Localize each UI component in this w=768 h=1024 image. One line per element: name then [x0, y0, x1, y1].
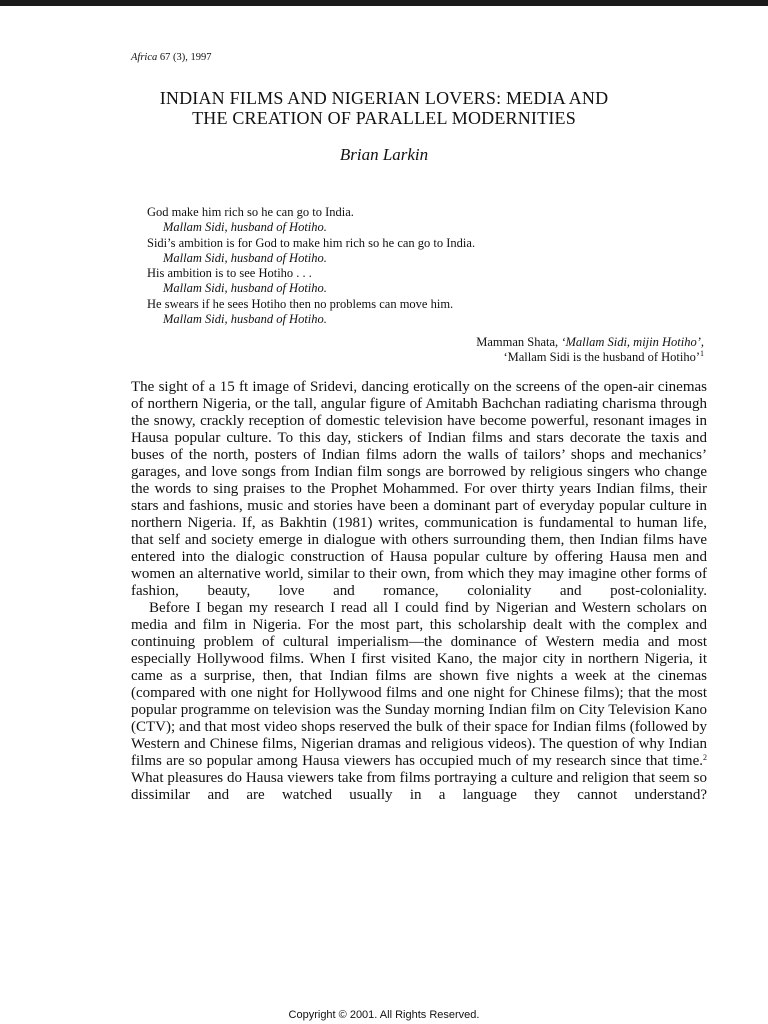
- source-song-title: ‘Mallam Sidi, mijin Hotiho’,: [561, 335, 704, 349]
- epigraph-line: His ambition is to see Hotiho . . .: [147, 266, 312, 281]
- body-paragraph-2: Before I began my research I read all I could find by Nigerian and Western scholars on media and film in Nigeria. For the most part, this scholarship dealt with the complex and continuing problem of cultural imperialism—the dominance of Western media and most especially Hollywood films. When I first visited Kano, the major city in northern Nigeria, it came as a surprise, then, that Indian films are shown five nights a week at the cinemas (compared with one night for Hollywood films and one night for Chinese films); that the most popular programme on television was the Sunday morning Indian film on City Television Kano (CTV); and that most video shops reserved the bulk of their space for Indian films (followed by Western and Chinese films, Nigerian dramas and religious videos). The question of why Indian films are so popular among Hausa viewers has occupied much of my research since that time.: [131, 600, 707, 769]
- body-paragraph-2-continued: What pleasures do Hausa viewers take from films portraying a culture and religion that seem so dissimilar and are watched usually in a language they cannot understand?: [131, 770, 707, 803]
- epigraph-attribution: Mallam Sidi, husband of Hotiho.: [163, 250, 327, 265]
- epigraph-line: Sidi’s ambition is for God to make him rich so he can go to India.: [147, 235, 476, 250]
- title-line: THE CREATION OF PARALLEL MODERNITIES: [192, 108, 576, 128]
- title-line: INDIAN FILMS AND NIGERIAN LOVERS: MEDIA AND: [159, 88, 609, 108]
- copyright-footer: Copyright © 2001. All Rights Reserved.: [288, 1009, 480, 1021]
- footnote-marker-1: 1: [700, 349, 704, 359]
- epigraph-source: [476, 335, 704, 366]
- article-title: [100, 88, 668, 128]
- article-body: [131, 379, 707, 804]
- body-paragraph-1: The sight of a 15 ft image of Sridevi, dancing erotically on the screens of the open-air cinemas of northern Nigeria, or the tall, angular figure of Amitabh Bachchan radiating charisma through the snowy, crackly reception of domestic television have become powerful, resonant images in Hausa popular culture. To this day, stickers of Indian films and stars decorate the taxis and buses of the north, posters of Indian films adorn the walls of tailors’ shops and mechanics’ garages, and love songs from Indian film songs are borrowed by religious singers who change the words to sing praises to the Prophet Mohammed. For over thirty years Indian films, their stars and fashions, music and stories have been a dominant part of everyday popular culture in northern Nigeria. If, as Bakhtin (1981) writes, communication is fundamental to human life, that self and society emerge in dialogue with others surrounding them, then Indian films have entered into the dialogic construction of Hausa popular culture by offering Hausa men and women an alternative world, similar to their own, from which they may imagine other forms of fashion, beauty, love and romance, coloniality and post-coloniality.: [131, 379, 707, 599]
- journal-issue: 67 (3), 1997: [157, 52, 212, 63]
- footnote-marker-2: 2: [703, 753, 707, 762]
- source-line-2: [476, 350, 704, 365]
- epigraph-attribution: Mallam Sidi, husband of Hotiho.: [163, 220, 327, 235]
- source-translation: ‘Mallam Sidi is the husband of Hotiho’: [503, 350, 700, 365]
- author-name: Brian Larkin: [339, 145, 429, 164]
- running-head: [131, 52, 212, 63]
- epigraph-attribution: Mallam Sidi, husband of Hotiho.: [163, 281, 327, 296]
- journal-name: Africa: [131, 52, 158, 63]
- epigraph: [147, 205, 707, 327]
- epigraph-attribution: Mallam Sidi, husband of Hotiho.: [163, 312, 327, 327]
- epigraph-line: He swears if he sees Hotiho then no problems can move him.: [147, 296, 454, 311]
- top-border-rule: [0, 0, 768, 6]
- source-line-1: [476, 335, 704, 350]
- epigraph-line: God make him rich so he can go to India.: [147, 205, 354, 219]
- source-author: Mamman Shata,: [476, 335, 562, 349]
